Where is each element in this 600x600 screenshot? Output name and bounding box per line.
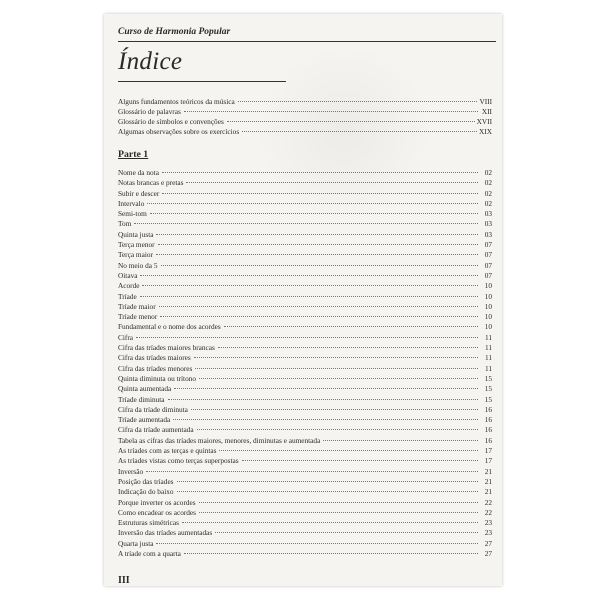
toc-entry (118, 178, 492, 188)
toc-entry-page: 11 (484, 363, 492, 373)
dot-leader (158, 244, 478, 245)
dot-leader (227, 121, 475, 122)
toc-entry-title: Alguns fundamentos teóricos da música (118, 97, 235, 106)
toc-entry (118, 322, 492, 332)
toc-entry-title: Quinta justa (118, 229, 154, 239)
toc-entry-page: 15 (484, 384, 492, 394)
toc-entry-page: 16 (484, 425, 492, 435)
document-page (104, 14, 502, 586)
toc-entry (118, 97, 492, 107)
toc-entry-title: Cifra (118, 332, 133, 342)
toc-entry-page: 21 (484, 466, 492, 476)
toc-entry-title: Tríade maior (118, 301, 156, 311)
toc-entry (118, 312, 492, 322)
toc-entry-page: 10 (484, 322, 492, 332)
dot-leader (323, 440, 478, 441)
toc-entry (118, 292, 492, 302)
dot-leader (224, 326, 478, 327)
toc-entry-page: 21 (484, 487, 492, 497)
dot-leader (136, 337, 478, 338)
toc-entry-title: Tríade menor (118, 312, 158, 322)
toc-entry-page: 10 (484, 281, 492, 291)
toc-entry (118, 518, 492, 528)
toc-entry (118, 168, 492, 178)
toc-entry-page: 10 (484, 301, 492, 311)
dot-leader (219, 450, 478, 451)
toc-entry-title: Cifra da tríade diminuta (118, 404, 188, 414)
running-header: Curso de Harmonia Popular (118, 27, 231, 37)
toc-entry-title: Tríade (118, 291, 137, 301)
toc-entry (118, 364, 492, 374)
dot-leader (197, 429, 478, 430)
header-rule (118, 41, 496, 42)
section-title: Parte 1 (118, 149, 149, 160)
dot-leader (156, 234, 478, 235)
toc-entry (118, 107, 492, 117)
toc-entry-title: Fundamental e o nome dos acordes (118, 322, 221, 332)
toc-entry-page: 07 (484, 240, 492, 250)
toc-entry (118, 498, 492, 508)
dot-leader (160, 316, 478, 317)
dot-leader (147, 203, 478, 204)
toc-entry-title: Nome da nota (118, 168, 159, 177)
toc-entry (118, 477, 492, 487)
dot-leader (177, 481, 478, 482)
dot-leader (173, 419, 478, 420)
toc-entry-page: 15 (484, 373, 492, 383)
dot-leader (184, 553, 478, 554)
toc-entry (118, 189, 492, 199)
toc-entry-title: As tríades com as terças e quintas (118, 446, 217, 456)
dot-leader (140, 296, 478, 297)
dot-leader (215, 532, 478, 533)
toc-entry (118, 333, 492, 343)
toc-entry (118, 456, 492, 466)
toc-entry-page: 21 (484, 476, 492, 486)
toc-entry-page: 11 (484, 353, 492, 363)
toc-entry-title: Inversão das tríades aumentadas (118, 528, 213, 538)
toc-entry-page: 23 (484, 528, 492, 538)
toc-entry-title: Quarta justa (118, 538, 154, 548)
toc-entry-title: Tríade aumentada (118, 415, 171, 425)
toc-entry-page: 02 (484, 168, 492, 177)
toc-entry-page: 17 (484, 446, 492, 456)
toc-entry (118, 395, 492, 405)
toc-entry (118, 549, 492, 559)
toc-entry (118, 425, 492, 435)
dot-leader (195, 368, 478, 369)
toc-entry-page: 03 (484, 209, 492, 219)
toc-entry (118, 281, 492, 291)
toc-entry (118, 353, 492, 363)
dot-leader (184, 111, 478, 112)
toc-entry (118, 271, 492, 281)
toc-entry-title: Quinta aumentada (118, 384, 172, 394)
toc-entry-title: Algumas observações sobre os exercícios (118, 127, 240, 136)
toc-entry-page: 15 (484, 394, 492, 404)
toc-entry-title: Tríade diminuta (118, 394, 165, 404)
toc-entry-title: Estruturas simétricas (118, 518, 179, 528)
dot-leader (156, 254, 478, 255)
toc-entry-page: 02 (484, 178, 492, 188)
toc-entry-page: XII (481, 107, 492, 116)
toc-entry-page: 16 (484, 435, 492, 445)
toc-entry-page: 07 (484, 250, 492, 260)
dot-leader (150, 213, 478, 214)
dot-leader (161, 265, 478, 266)
toc-entry (118, 467, 492, 477)
dot-leader (194, 357, 478, 358)
toc-entry (118, 405, 492, 415)
toc-entry-page: 03 (484, 229, 492, 239)
toc-entry-title: Terça menor (118, 240, 155, 250)
dot-leader (238, 101, 478, 102)
toc-entry-page: 11 (484, 343, 492, 353)
dot-leader (186, 182, 478, 183)
page-number: III (118, 575, 130, 586)
toc-entry-title: Indicação do baixo (118, 487, 174, 497)
toc-entry-title: Subir e descer (118, 188, 160, 198)
intro-toc-list (118, 97, 492, 137)
toc-entry-title: Quinta diminuta ou trítono (118, 373, 197, 383)
toc-entry (118, 199, 492, 209)
toc-entry-title: Como encadear os acordes (118, 507, 197, 517)
title-rule (118, 81, 286, 82)
toc-entry-title: A tríade com a quarta (118, 548, 181, 558)
toc-entry-page: 27 (484, 538, 492, 548)
dot-leader (142, 285, 478, 286)
toc-entry-page: 27 (484, 548, 492, 558)
toc-entry-page: 10 (484, 312, 492, 322)
toc-entry-title: As tríades vistas como terças superpostas (118, 456, 239, 466)
toc-entry-title: Glossário de palavras (118, 107, 181, 116)
toc-entry (118, 528, 492, 538)
toc-entry-title: Tom (118, 219, 132, 229)
toc-entry-page: 23 (484, 518, 492, 528)
toc-entry-page: 22 (484, 507, 492, 517)
dot-leader (156, 543, 478, 544)
dot-leader (159, 306, 478, 307)
toc-entry (118, 209, 492, 219)
dot-leader (242, 131, 477, 132)
toc-entry (118, 436, 492, 446)
toc-entry (118, 240, 492, 250)
toc-entry (118, 127, 492, 137)
toc-entry-page: 16 (484, 404, 492, 414)
toc-entry-title: Semi-tom (118, 209, 147, 219)
toc-entry-title: Terça maior (118, 250, 153, 260)
toc-entry-title: Cifra das tríades maiores brancas (118, 343, 215, 353)
toc-entry-page: 10 (484, 291, 492, 301)
toc-entry-title: Glossário de símbolos e convenções (118, 117, 224, 126)
dot-leader (199, 512, 478, 513)
toc-entry-page: 02 (484, 198, 492, 208)
toc-entry (118, 230, 492, 240)
toc-entry (118, 539, 492, 549)
dot-leader (134, 223, 478, 224)
toc-entry-page: XIX (479, 127, 492, 136)
dot-leader (146, 471, 478, 472)
toc-entry (118, 219, 492, 229)
toc-entry (118, 446, 492, 456)
toc-entry-page: 07 (484, 260, 492, 270)
dot-leader (162, 172, 478, 173)
toc-entry (118, 261, 492, 271)
toc-entry-title: Porque inverter os acordes (118, 497, 196, 507)
dot-leader (168, 399, 478, 400)
toc-entry-title: Notas brancas e pretas (118, 178, 184, 188)
dot-leader (177, 491, 478, 492)
dot-leader (242, 460, 478, 461)
toc-entry (118, 384, 492, 394)
toc-entry-title: Intervalo (118, 198, 145, 208)
toc-entry-page: VIII (479, 97, 492, 106)
toc-entry-page: 11 (484, 332, 492, 342)
toc-entry-title: Acorde (118, 281, 140, 291)
toc-entry (118, 302, 492, 312)
toc-entry-title: Cifra das tríades menores (118, 363, 193, 373)
toc-entry-page: 22 (484, 497, 492, 507)
toc-entry-page: 07 (484, 270, 492, 280)
toc-entry (118, 508, 492, 518)
toc-entry (118, 374, 492, 384)
toc-entry (118, 343, 492, 353)
dot-leader (182, 522, 478, 523)
part-toc-list (118, 168, 492, 559)
toc-entry-page: 17 (484, 456, 492, 466)
toc-entry-title: Cifra das tríades maiores (118, 353, 191, 363)
toc-entry-title: Cifra da tríade aumentada (118, 425, 194, 435)
toc-entry-title: Tabela as cifras das tríades maiores, menores, diminutas e aumentada (118, 435, 321, 445)
toc-entry (118, 250, 492, 260)
toc-entry (118, 415, 492, 425)
dot-leader (199, 502, 478, 503)
dot-leader (140, 275, 478, 276)
toc-entry-title: Oitava (118, 270, 138, 280)
toc-entry (118, 487, 492, 497)
dot-leader (174, 388, 478, 389)
toc-entry-page: 02 (484, 188, 492, 198)
dot-leader (191, 409, 478, 410)
toc-entry-title: Posição das tríades (118, 476, 174, 486)
toc-entry-page: 16 (484, 415, 492, 425)
dot-leader (199, 378, 478, 379)
page-title: Índice (118, 48, 183, 75)
dot-leader (218, 347, 478, 348)
toc-entry-title: Inversão (118, 466, 144, 476)
toc-entry-page: 03 (484, 219, 492, 229)
toc-entry (118, 117, 492, 127)
toc-entry-title: No meio da 5 (118, 260, 158, 270)
dot-leader (162, 193, 478, 194)
toc-entry-page: XVII (476, 117, 492, 126)
